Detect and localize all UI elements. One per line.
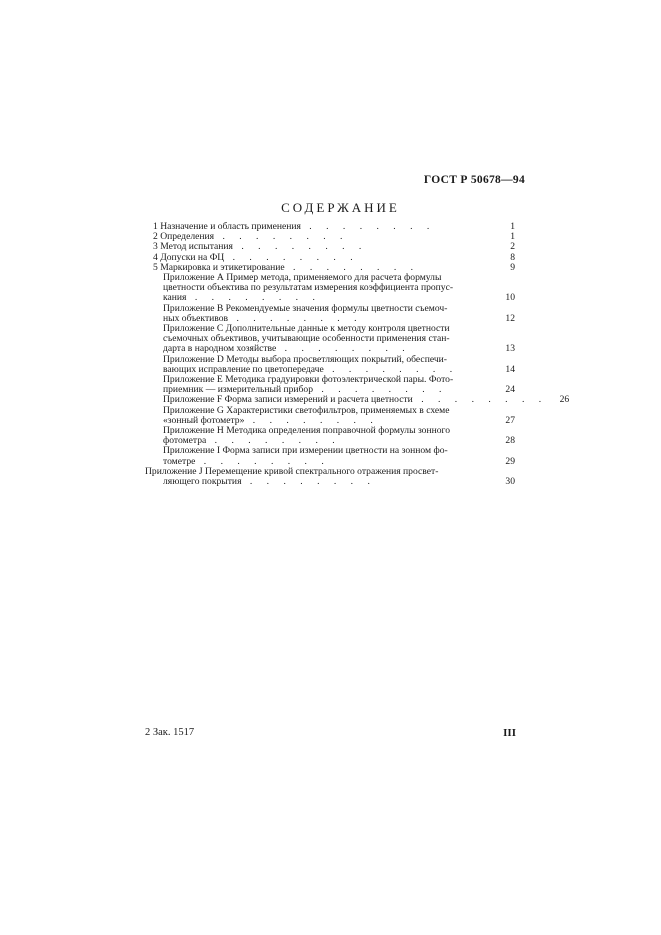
toc-page-number: 2: [510, 241, 515, 253]
toc-page-number: 14: [505, 363, 515, 375]
dot-leader: . . . . . . . .: [186, 292, 321, 304]
dot-leader: . . . . . . . .: [244, 414, 379, 426]
dot-leader: . . . . . . . .: [323, 363, 459, 375]
document-code: ГОСТ Р 50678—94: [423, 174, 525, 186]
toc-line-text: дарта в народном хозяйстве: [163, 343, 277, 355]
toc-line-text: «зонный фотометр»: [163, 414, 245, 426]
toc-line-text: Приложение С Дополнительные данные к методу контроля цветности: [163, 323, 450, 335]
toc-line-text: Приложение J Перемещение кривой спектрального отражения просвет-: [145, 465, 439, 477]
toc-page-number: 24: [505, 384, 515, 396]
toc-line-text: Приложение D Методы выбора просветляющих покрытий, обеспечи-: [163, 353, 447, 365]
toc-entry: [145, 426, 515, 446]
toc-line-text: ляющего покрытия: [163, 476, 242, 488]
toc-line-text: Приложение F Форма записи измерений и расчета цветности: [163, 394, 413, 406]
toc-line-text: приемник — измерительный прибор: [163, 384, 314, 396]
toc-line-text: Приложение Н Методика определения поправочной формулы зонного: [163, 425, 451, 437]
toc-page-number: 29: [505, 455, 515, 467]
toc-line-text: 4 Допуски на ФЦ: [153, 251, 225, 263]
toc-line-text: фотометра: [163, 435, 207, 447]
toc-page-number: 1: [510, 231, 515, 243]
dot-leader: . . . . . . . .: [224, 251, 359, 263]
toc-line-text: Приложение В Рекомендуемые значения формулы цветности съемоч-: [163, 302, 448, 314]
toc-page-number: 8: [510, 251, 515, 263]
toc-entry: [145, 446, 515, 466]
toc-title: СОДЕРЖАНИЕ: [281, 200, 400, 215]
toc-line-text: Приложение G Характеристики светофильтров, применяемых в схеме: [163, 404, 450, 416]
toc-page-number: 28: [505, 435, 515, 447]
dot-leader: . . . . . . . .: [241, 476, 376, 488]
toc-entry: [145, 406, 515, 426]
toc-line-text: Приложение I Форма записи при измерении цветности на зонном фо-: [163, 445, 448, 457]
toc-entry: [145, 467, 515, 487]
table-of-contents: [145, 221, 570, 488]
toc-line-text: кания: [163, 292, 187, 304]
dot-leader: . . . . . . . .: [195, 455, 330, 467]
toc-page-number: 30: [505, 476, 515, 488]
toc-page-number: 12: [505, 312, 515, 324]
dot-leader: . . . . . . . .: [214, 231, 349, 243]
toc-line: [145, 477, 515, 487]
toc-line-text: тометре: [163, 455, 196, 467]
toc-page-number: 13: [505, 343, 515, 355]
dot-leader: . . . . . . . .: [206, 435, 341, 447]
dot-leader: . . . . . . . .: [412, 394, 548, 406]
dot-leader: . . . . . . . .: [300, 221, 436, 232]
toc-line-text: ных объективов: [163, 312, 229, 324]
toc-line-text: вающих исправление по цветопередаче: [163, 363, 324, 375]
dot-leader: . . . . . . . .: [276, 343, 411, 355]
dot-leader: . . . . . . . .: [228, 312, 363, 324]
toc-page-number: 26: [559, 394, 570, 406]
toc-line-text: цветности объектива по результатам измерения коэффициента пропус-: [163, 282, 454, 294]
dot-leader: . . . . . . . .: [232, 241, 368, 253]
toc-line-text: 3 Метод испытания: [153, 241, 233, 253]
toc-line-text: 2 Определения: [153, 231, 215, 243]
toc-line-text: Приложение А Пример метода, применяемого для расчета формулы: [163, 272, 442, 284]
footer-order-number: 2 Зак. 1517: [145, 727, 195, 738]
dot-leader: . . . . . . . .: [313, 384, 448, 396]
toc-entry: [145, 304, 515, 324]
dot-leader: . . . . . . . .: [284, 261, 420, 273]
toc-entry: [145, 355, 515, 375]
toc-page-number: 10: [505, 292, 515, 304]
toc-entry: [145, 324, 515, 355]
toc-page-number: 1: [510, 221, 515, 232]
toc-entry: [145, 273, 515, 304]
toc-line-text: 1 Назначение и область применения: [153, 221, 301, 232]
toc-line-text: съемочных объективов, учитывающие особенности применения стан-: [163, 333, 450, 345]
toc-page-number: 9: [510, 261, 515, 273]
footer-page-number: III: [503, 727, 516, 739]
toc-page-number: 27: [505, 414, 515, 426]
toc-line-text: 5 Маркировка и этикетирование: [153, 261, 285, 273]
toc-line-text: Приложение Е Методика градуировки фотоэлектрической пары. Фото-: [163, 374, 454, 386]
toc-entry: [145, 375, 515, 395]
